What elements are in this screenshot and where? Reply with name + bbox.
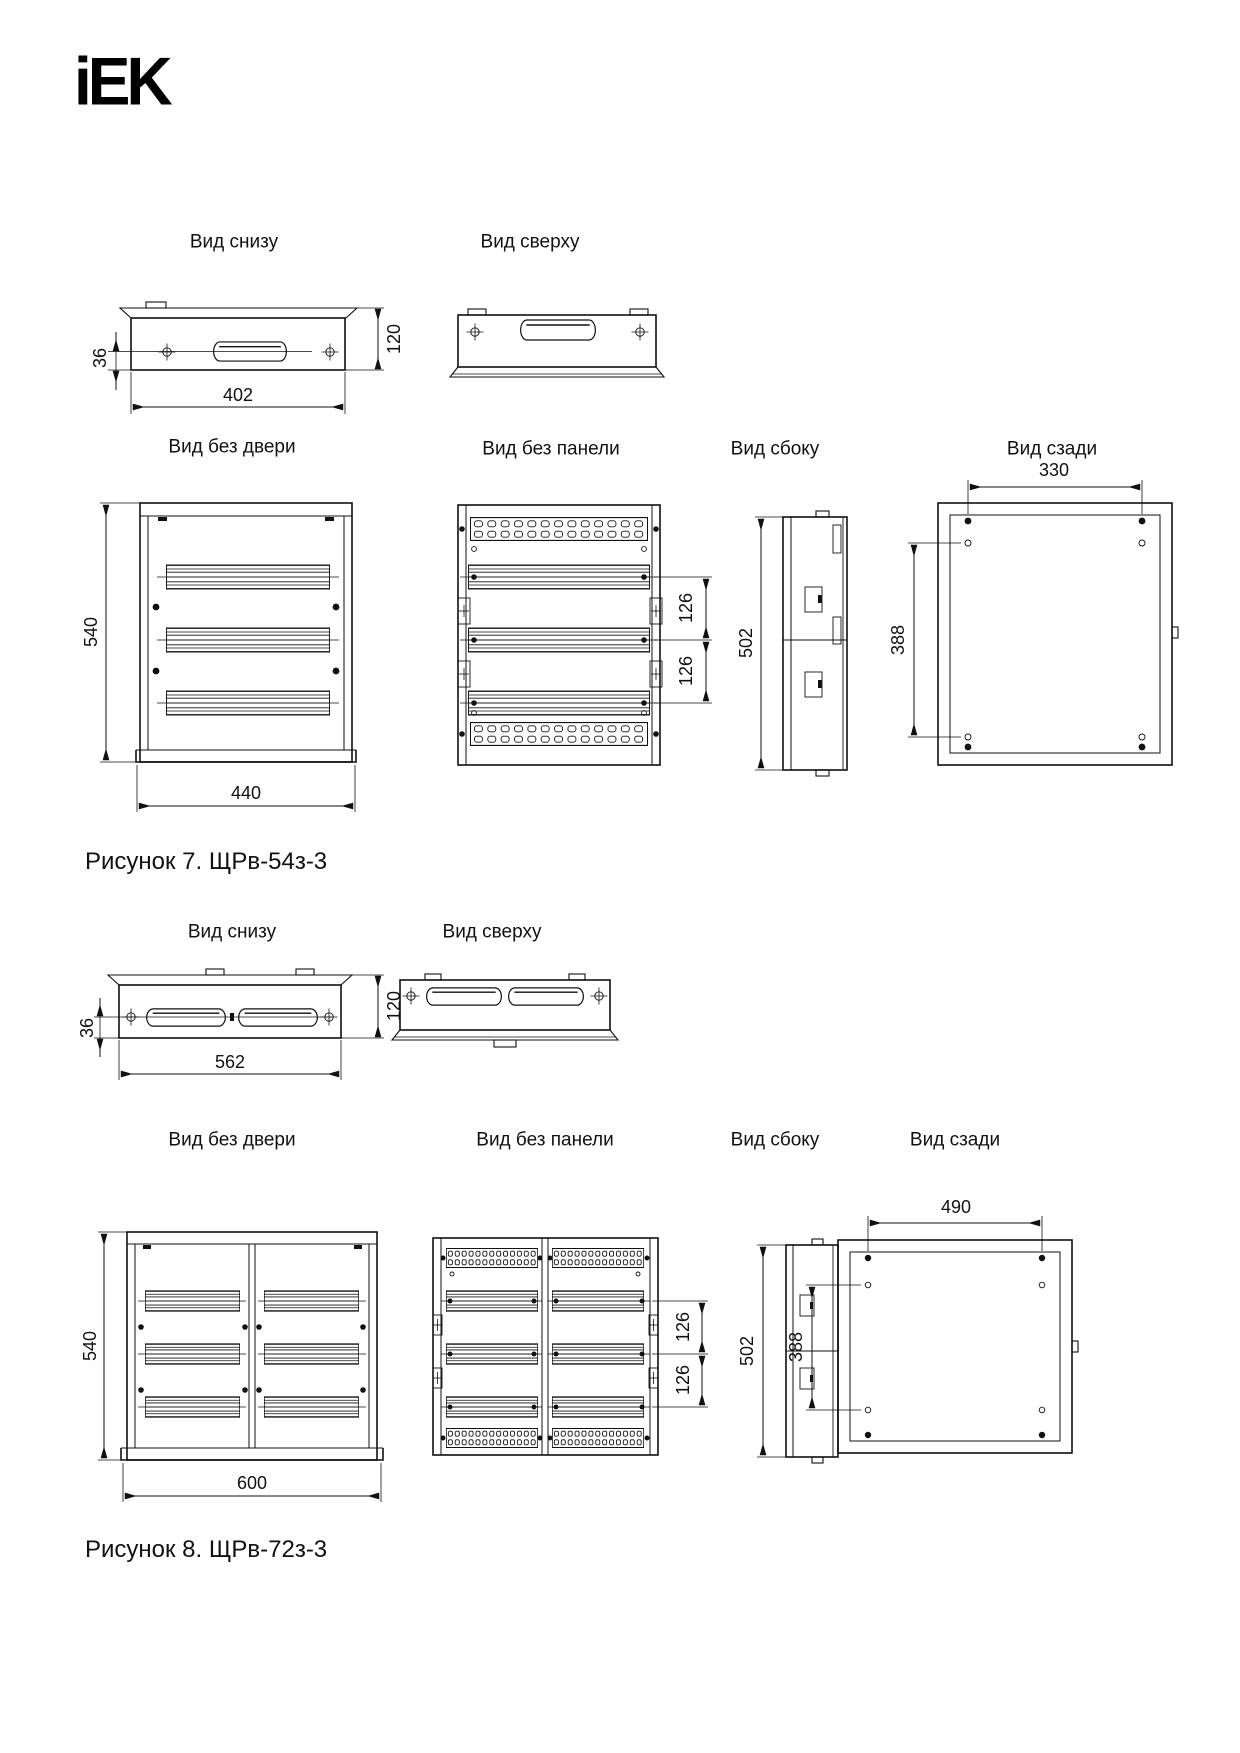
fig7-top-view-label: Вид сверху [480, 231, 580, 253]
fig7-rear-height-dim: 388 [888, 624, 908, 656]
fig7-panel-row2-dim: 126 [676, 655, 696, 687]
fig8-rear-view-label: Вид сзади [909, 1129, 1001, 1151]
fig8-rear-height-dim: 388 [786, 1331, 806, 1363]
fig7-side-view-label: Вид сбоку [730, 438, 820, 460]
fig8-front-height-dim: 540 [80, 1330, 100, 1362]
fig7-caption: Рисунок 7. ЩРв-54з-3 [85, 848, 328, 875]
fig7-front-view-label: Вид без двери [168, 436, 296, 458]
fig7-bottom-width-dim: 402 [222, 385, 254, 405]
fig7-panel-row1-dim: 126 [676, 592, 696, 624]
fig8-bottom-width-dim: 562 [214, 1052, 246, 1072]
fig7-rear-view-drawing [908, 480, 1178, 765]
fig7-top-view-drawing [450, 309, 664, 377]
fig8-top-view-drawing [392, 974, 618, 1047]
fig8-front-width-dim: 600 [236, 1473, 268, 1493]
fig7-rear-view-label: Вид сзади [1006, 438, 1098, 460]
fig8-bottom-offset-dim: 36 [77, 1017, 97, 1039]
fig8-panel-row2-dim: 126 [673, 1364, 693, 1396]
fig8-top-view-label: Вид сверху [442, 921, 542, 943]
fig8-panel-row1-dim: 126 [673, 1311, 693, 1343]
fig7-side-height-dim: 502 [736, 627, 756, 659]
fig8-bottom-view-label: Вид снизу [187, 921, 277, 943]
fig7-bottom-view-label: Вид снизу [189, 231, 279, 253]
fig8-rear-view-drawing [806, 1216, 1078, 1453]
fig8-rear-width-dim: 490 [940, 1197, 972, 1217]
fig7-panel-view-label: Вид без панели [482, 438, 620, 460]
fig8-panel-view-drawing [433, 1238, 708, 1455]
fig7-front-width-dim: 440 [230, 783, 262, 803]
fig8-caption: Рисунок 8. ЩРв-72з-3 [85, 1536, 328, 1563]
fig8-side-view-label: Вид сбоку [730, 1129, 820, 1151]
fig8-panel-view-label: Вид без панели [476, 1129, 614, 1151]
fig7-side-view-drawing [755, 511, 847, 776]
fig7-panel-view-drawing [458, 505, 712, 765]
fig7-front-view-drawing [100, 503, 356, 812]
fig7-bottom-offset-dim: 36 [90, 347, 110, 369]
fig7-front-height-dim: 540 [81, 616, 101, 648]
fig8-front-view-drawing [98, 1232, 383, 1502]
fig8-bottom-depth-dim: 120 [384, 990, 404, 1022]
fig7-rear-width-dim: 330 [1038, 460, 1070, 480]
iek-logo: iEK [74, 43, 169, 120]
fig8-side-height-dim: 502 [737, 1335, 757, 1367]
fig7-bottom-depth-dim: 120 [384, 323, 404, 355]
fig8-front-view-label: Вид без двери [168, 1129, 296, 1151]
